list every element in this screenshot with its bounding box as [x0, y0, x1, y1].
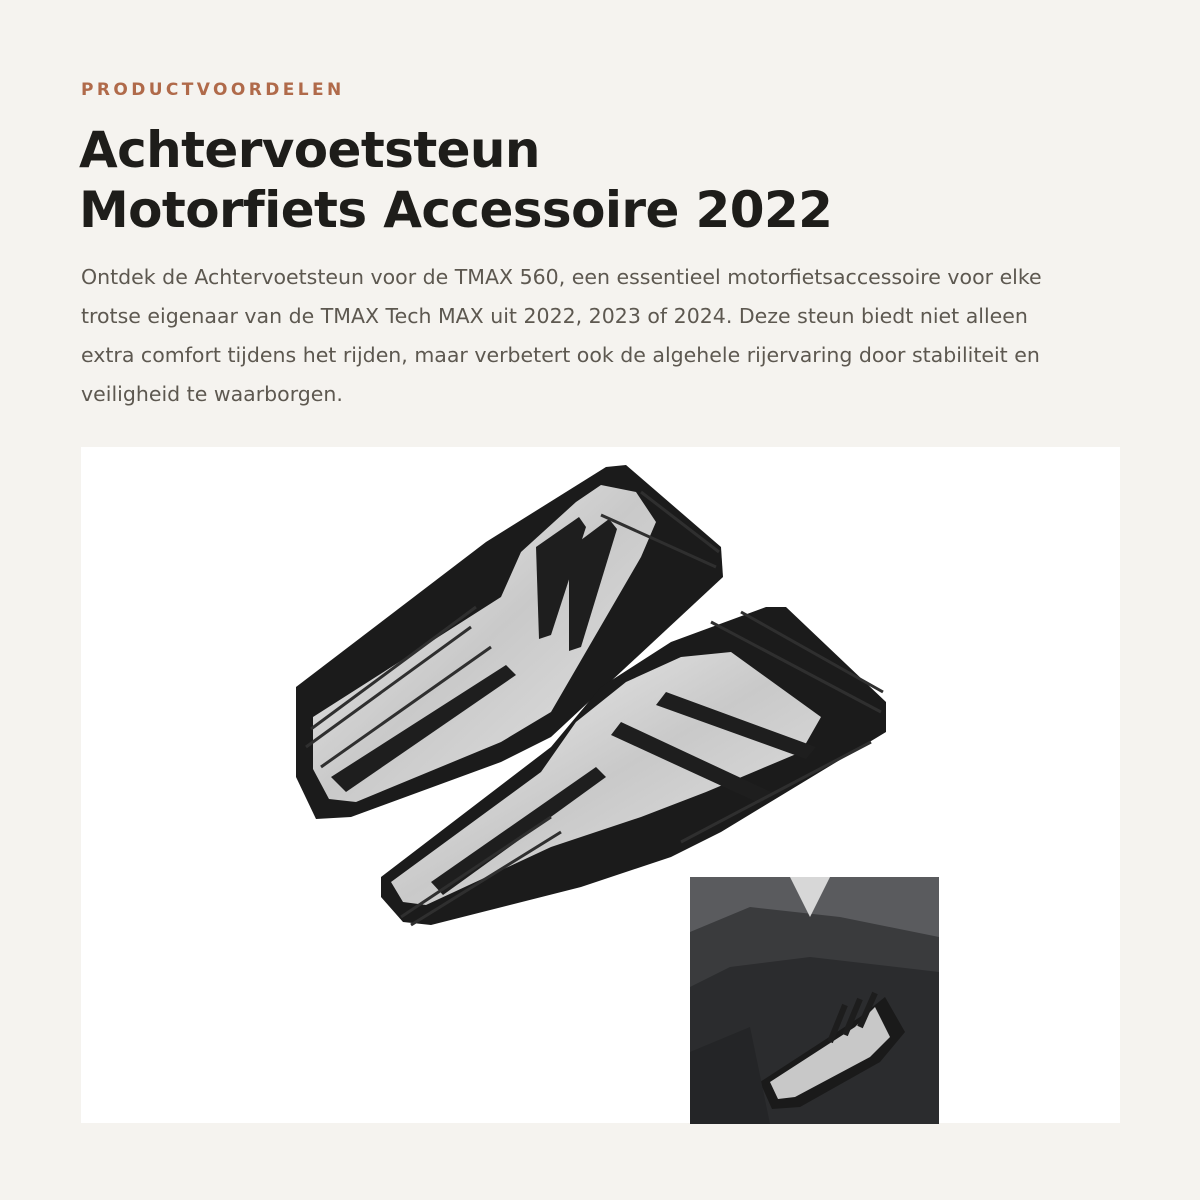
product-description: Ontdek de Achtervoetsteun voor de TMAX 560, een essentieel motorfietsaccessoire voor elke trotse eigenaar van de TMAX Tech MAX uit 2022, 2023 of 2024. Deze steun biedt niet alleen extra comfort tijdens het rijden, maar verbetert ook de algehele rijervaring door stabiliteit en veiligheid te waarborgen.: [81, 265, 1042, 406]
title-line-1: Achtervoetsteun: [79, 121, 540, 179]
section-eyebrow: PRODUCTVOORDELEN: [81, 80, 345, 100]
product-image-panel: [81, 447, 1120, 1123]
installed-footrest-inset: [690, 877, 939, 1124]
title-line-2: Motorfiets Accessoire 2022: [79, 181, 833, 239]
page-title: [79, 120, 832, 240]
footrest-pedals-image: [81, 447, 1120, 1123]
installed-footrest-photo: [690, 877, 939, 1124]
